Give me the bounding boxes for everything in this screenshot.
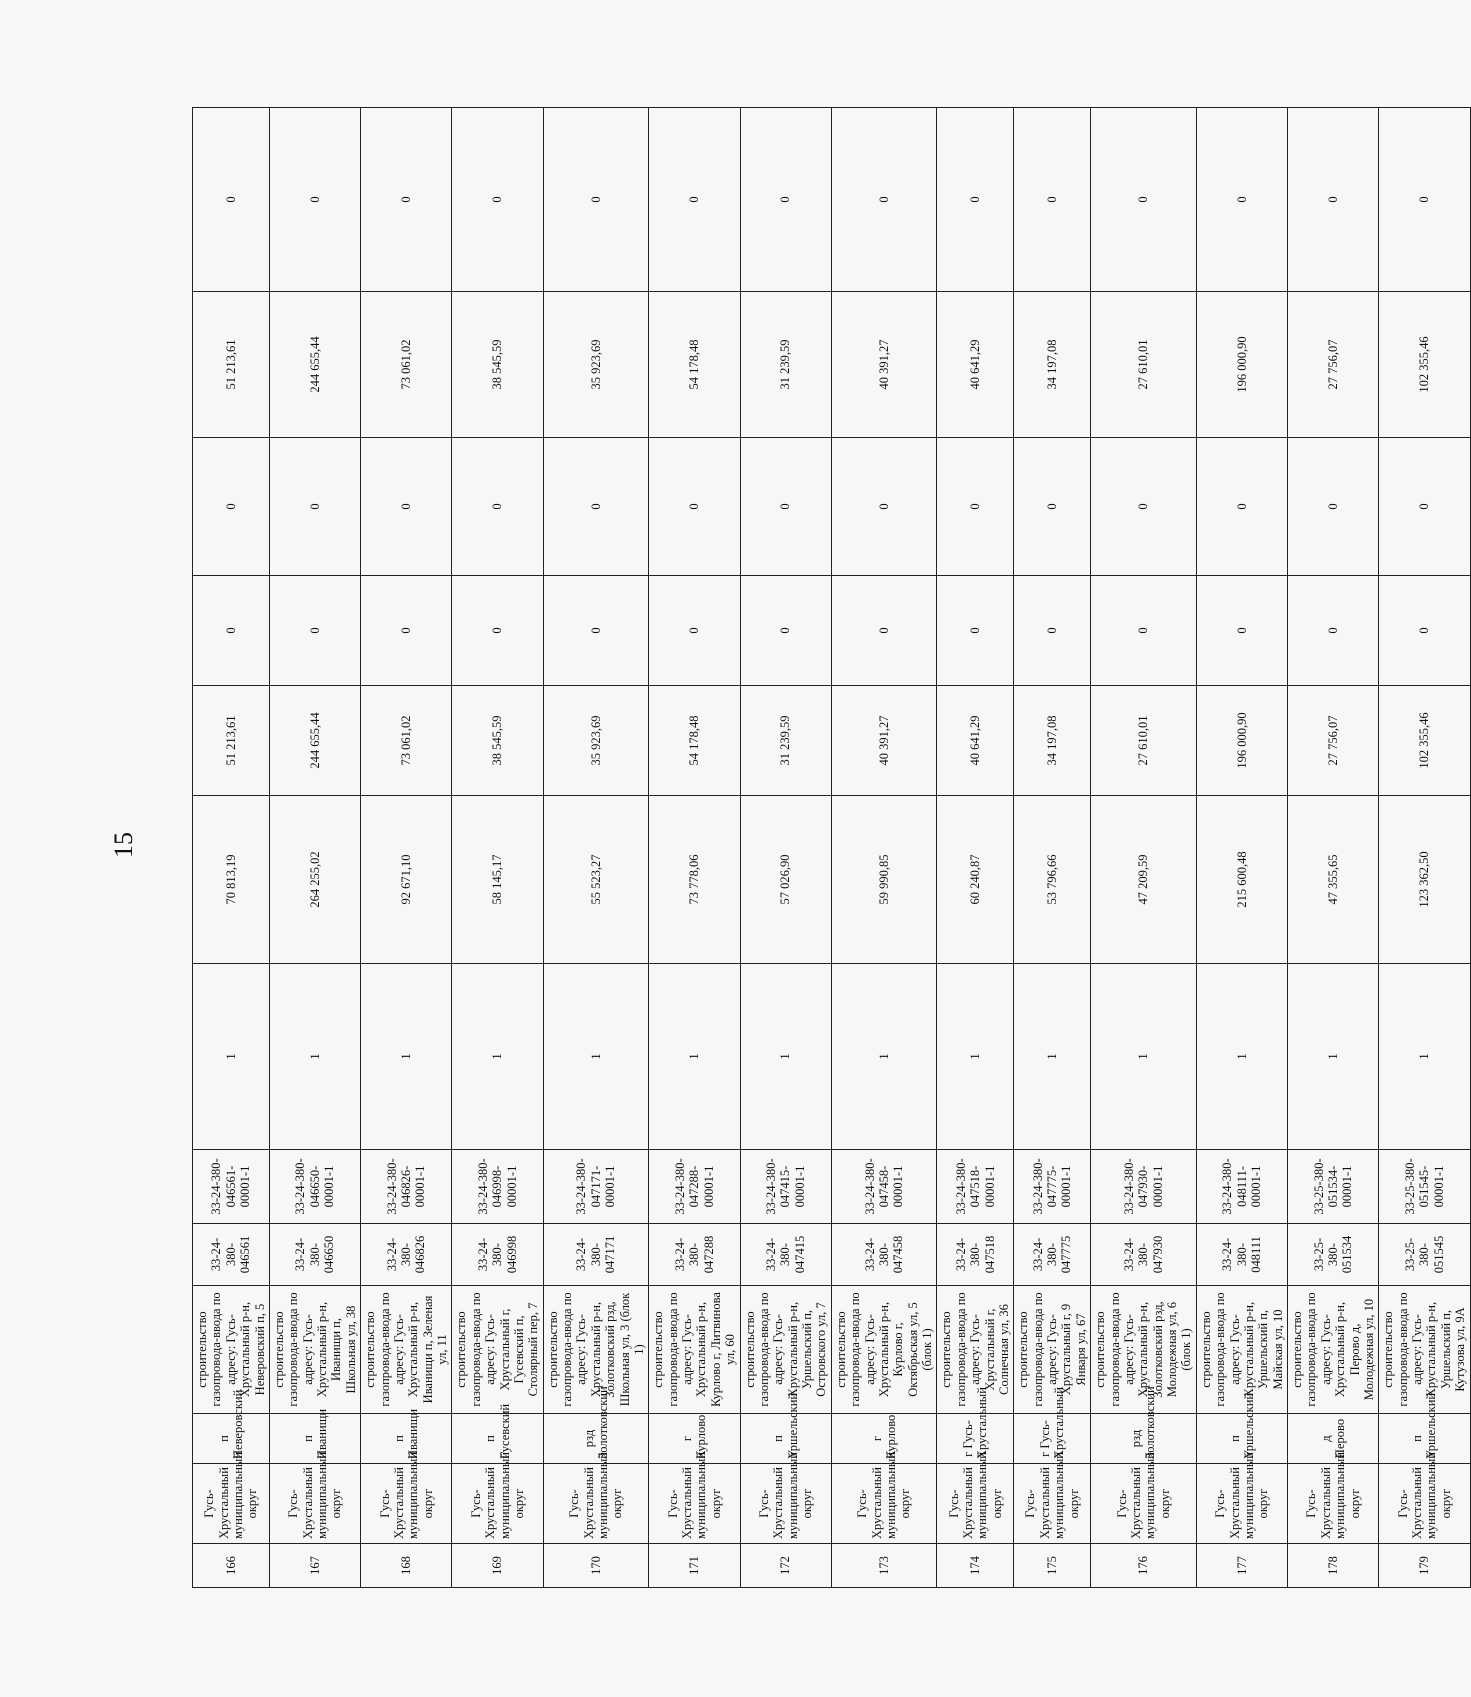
row-number: 167 — [269, 1544, 360, 1588]
cadastral-code: 33-24-380-046998 — [452, 1224, 543, 1286]
row-number: 176 — [1091, 1544, 1197, 1588]
total-value: 92 671,10 — [361, 796, 452, 964]
district-cell: Гусь-Хрустальный муниципальный округ — [831, 1464, 937, 1544]
value-cell: 35 923,69 — [543, 292, 649, 438]
zero-cell: 0 — [452, 108, 543, 292]
cadastral-code-full: 33-25-380-051534-00001-1 — [1288, 1150, 1379, 1224]
quantity-cell: 1 — [937, 964, 1014, 1150]
cadastral-code-full: 33-24-380-047518-00001-1 — [937, 1150, 1014, 1224]
table-row — [1091, 108, 1197, 1588]
table-row — [1014, 108, 1091, 1588]
value-cell: 27 610,01 — [1091, 686, 1197, 796]
zero-cell: 0 — [193, 438, 270, 576]
district-cell: Гусь-Хрустальный муниципальный округ — [649, 1464, 740, 1544]
district-cell: Гусь-Хрустальный муниципальный округ — [1288, 1464, 1379, 1544]
settlement-cell: п Уршельский — [1196, 1414, 1287, 1464]
cadastral-code-full: 33-24-380-046561-00001-1 — [193, 1150, 270, 1224]
zero-cell: 0 — [193, 576, 270, 686]
quantity-cell: 1 — [1288, 964, 1379, 1150]
row-number: 179 — [1379, 1544, 1470, 1588]
total-value: 55 523,27 — [543, 796, 649, 964]
quantity-cell: 1 — [543, 964, 649, 1150]
table-row — [361, 108, 452, 1588]
total-value: 47 355,65 — [1288, 796, 1379, 964]
row-number: 172 — [740, 1544, 831, 1588]
quantity-cell: 1 — [649, 964, 740, 1150]
cadastral-code-full: 33-25-380-051545-00001-1 — [1379, 1150, 1470, 1224]
zero-cell: 0 — [1014, 108, 1091, 292]
settlement-cell: г Гусь-Хрустальный — [1014, 1414, 1091, 1464]
cadastral-code: 33-24-380-048111 — [1196, 1224, 1287, 1286]
object-description: строительство газопровода-ввода по адресу: Гусь-Хрустальный г, Солнечная ул, 36 — [937, 1286, 1014, 1414]
cadastral-code-full: 33-24-380-047288-00001-1 — [649, 1150, 740, 1224]
total-value: 73 778,06 — [649, 796, 740, 964]
total-value: 70 813,19 — [193, 796, 270, 964]
object-description: строительство газопровода-ввода по адресу: Гусь-Хрустальный р-н, Перово д, Молодежная ул, 10 — [1288, 1286, 1379, 1414]
value-cell: 102 355,46 — [1379, 292, 1470, 438]
object-description: строительство газопровода-ввода по адресу: Гусь-Хрустальный р-н, Неверовский п, 5 — [193, 1286, 270, 1414]
table-row — [649, 108, 740, 1588]
value-cell: 27 756,07 — [1288, 686, 1379, 796]
zero-cell: 0 — [1091, 438, 1197, 576]
settlement-cell: п Гусевский — [452, 1414, 543, 1464]
value-cell: 196 000,90 — [1196, 686, 1287, 796]
cadastral-code: 33-24-380-047775 — [1014, 1224, 1091, 1286]
settlement-cell: рзд Золотковский — [543, 1414, 649, 1464]
cadastral-code-full: 33-24-380-048111-00001-1 — [1196, 1150, 1287, 1224]
value-cell: 73 061,02 — [361, 292, 452, 438]
zero-cell: 0 — [361, 438, 452, 576]
value-cell: 102 355,46 — [1379, 686, 1470, 796]
cadastral-code-full: 33-24-380-047775-00001-1 — [1014, 1150, 1091, 1224]
district-cell: Гусь-Хрустальный муниципальный округ — [740, 1464, 831, 1544]
district-cell: Гусь-Хрустальный муниципальный округ — [452, 1464, 543, 1544]
quantity-cell: 1 — [1379, 964, 1470, 1150]
settlement-cell: п Иванищи — [361, 1414, 452, 1464]
object-description: строительство газопровода-ввода по адресу: Гусь-Хрустальный р-н, Уршельский п, Островского ул, 7 — [740, 1286, 831, 1414]
zero-cell: 0 — [937, 108, 1014, 292]
zero-cell: 0 — [1091, 576, 1197, 686]
zero-cell: 0 — [1379, 576, 1470, 686]
quantity-cell: 1 — [740, 964, 831, 1150]
settlement-cell: п Уршельский — [740, 1414, 831, 1464]
total-value: 215 600,48 — [1196, 796, 1287, 964]
zero-cell: 0 — [740, 576, 831, 686]
zero-cell: 0 — [1014, 438, 1091, 576]
zero-cell: 0 — [649, 438, 740, 576]
value-cell: 34 197,08 — [1014, 292, 1091, 438]
zero-cell: 0 — [831, 108, 937, 292]
value-cell: 54 178,48 — [649, 686, 740, 796]
value-cell: 40 391,27 — [831, 292, 937, 438]
zero-cell: 0 — [831, 438, 937, 576]
quantity-cell: 1 — [1014, 964, 1091, 1150]
row-number: 169 — [452, 1544, 543, 1588]
zero-cell: 0 — [193, 108, 270, 292]
table-row — [1288, 108, 1379, 1588]
table-row — [1196, 108, 1287, 1588]
row-number: 174 — [937, 1544, 1014, 1588]
settlement-cell: г Курлово — [649, 1414, 740, 1464]
cadastral-code-full: 33-24-380-046998-00001-1 — [452, 1150, 543, 1224]
row-number: 175 — [1014, 1544, 1091, 1588]
zero-cell: 0 — [452, 438, 543, 576]
cadastral-code: 33-25-380-051534 — [1288, 1224, 1379, 1286]
district-cell: Гусь-Хрустальный муниципальный округ — [1014, 1464, 1091, 1544]
table-row — [193, 108, 270, 1588]
cadastral-code-full: 33-24-380-047458-00001-1 — [831, 1150, 937, 1224]
value-cell: 27 756,07 — [1288, 292, 1379, 438]
object-description: строительство газопровода-ввода по адресу: Гусь-Хрустальный г, 9 Января ул, 67 — [1014, 1286, 1091, 1414]
district-cell: Гусь-Хрустальный муниципальный округ — [937, 1464, 1014, 1544]
zero-cell: 0 — [269, 438, 360, 576]
district-cell: Гусь-Хрустальный муниципальный округ — [1091, 1464, 1197, 1544]
total-value: 58 145,17 — [452, 796, 543, 964]
value-cell: 40 641,29 — [937, 292, 1014, 438]
value-cell: 244 655,44 — [269, 292, 360, 438]
cadastral-code: 33-24-380-047930 — [1091, 1224, 1197, 1286]
zero-cell: 0 — [361, 108, 452, 292]
table-row — [740, 108, 831, 1588]
value-cell: 51 213,61 — [193, 686, 270, 796]
object-description: строительство газопровода-ввода по адресу: Гусь-Хрустальный г, Гусевский п, Столярный пер, 7 — [452, 1286, 543, 1414]
total-value: 53 796,66 — [1014, 796, 1091, 964]
district-cell: Гусь-Хрустальный муниципальный округ — [1196, 1464, 1287, 1544]
quantity-cell: 1 — [193, 964, 270, 1150]
zero-cell: 0 — [831, 576, 937, 686]
object-description: строительство газопровода-ввода по адресу: Гусь-Хрустальный р-н, Курлово г, Октябрьская ул, 5 (блок 1) — [831, 1286, 937, 1414]
zero-cell: 0 — [1288, 438, 1379, 576]
zero-cell: 0 — [543, 108, 649, 292]
cadastral-code-full: 33-24-380-047930-00001-1 — [1091, 1150, 1197, 1224]
cadastral-code-full: 33-24-380-046650-00001-1 — [269, 1150, 360, 1224]
total-value: 264 255,02 — [269, 796, 360, 964]
object-description: строительство газопровода-ввода по адресу: Гусь-Хрустальный р-н, Уршельский п, Кутузова ул, 9А — [1379, 1286, 1470, 1414]
zero-cell: 0 — [649, 576, 740, 686]
table-row — [937, 108, 1014, 1588]
table-row — [269, 108, 360, 1588]
zero-cell: 0 — [1196, 108, 1287, 292]
row-number: 171 — [649, 1544, 740, 1588]
zero-cell: 0 — [1379, 438, 1470, 576]
value-cell: 38 545,59 — [452, 686, 543, 796]
quantity-cell: 1 — [831, 964, 937, 1150]
settlement-cell: п Уршельский — [1379, 1414, 1470, 1464]
zero-cell: 0 — [1196, 576, 1287, 686]
zero-cell: 0 — [1288, 108, 1379, 292]
value-cell: 34 197,08 — [1014, 686, 1091, 796]
zero-cell: 0 — [1091, 108, 1197, 292]
row-number: 173 — [831, 1544, 937, 1588]
row-number: 170 — [543, 1544, 649, 1588]
zero-cell: 0 — [543, 438, 649, 576]
row-number: 168 — [361, 1544, 452, 1588]
district-cell: Гусь-Хрустальный муниципальный округ — [1379, 1464, 1470, 1544]
cadastral-code: 33-24-380-047415 — [740, 1224, 831, 1286]
value-cell: 196 000,90 — [1196, 292, 1287, 438]
table-row — [1379, 108, 1470, 1588]
cadastral-code: 33-24-380-047171 — [543, 1224, 649, 1286]
value-cell: 40 391,27 — [831, 686, 937, 796]
value-cell: 38 545,59 — [452, 292, 543, 438]
cadastral-code: 33-24-380-047288 — [649, 1224, 740, 1286]
zero-cell: 0 — [452, 576, 543, 686]
zero-cell: 0 — [937, 576, 1014, 686]
cadastral-code: 33-24-380-046561 — [193, 1224, 270, 1286]
table-row — [452, 108, 543, 1588]
quantity-cell: 1 — [269, 964, 360, 1150]
quantity-cell: 1 — [361, 964, 452, 1150]
zero-cell: 0 — [543, 576, 649, 686]
total-value: 59 990,85 — [831, 796, 937, 964]
zero-cell: 0 — [1379, 108, 1470, 292]
district-cell: Гусь-Хрустальный муниципальный округ — [361, 1464, 452, 1544]
quantity-cell: 1 — [1196, 964, 1287, 1150]
settlement-cell: п Неверовский — [193, 1414, 270, 1464]
cadastral-code: 33-24-380-047518 — [937, 1224, 1014, 1286]
zero-cell: 0 — [269, 108, 360, 292]
row-number: 178 — [1288, 1544, 1379, 1588]
row-number: 177 — [1196, 1544, 1287, 1588]
value-cell: 51 213,61 — [193, 292, 270, 438]
value-cell: 73 061,02 — [361, 686, 452, 796]
object-description: строительство газопровода-ввода по адресу: Гусь-Хрустальный р-н, Иванищи п, Школьная ул, 38 — [269, 1286, 360, 1414]
zero-cell: 0 — [269, 576, 360, 686]
settlement-cell: д Перово — [1288, 1414, 1379, 1464]
row-number: 166 — [193, 1544, 270, 1588]
settlement-cell: п Иванищи — [269, 1414, 360, 1464]
cadastral-code: 33-24-380-046650 — [269, 1224, 360, 1286]
object-description: строительство газопровода-ввода по адресу: Гусь-Хрустальный р-н, Курлово г, Литвинова ул, 60 — [649, 1286, 740, 1414]
settlement-cell: рзд Золотковский — [1091, 1414, 1197, 1464]
cadastral-code: 33-24-380-046826 — [361, 1224, 452, 1286]
zero-cell: 0 — [1014, 576, 1091, 686]
zero-cell: 0 — [1288, 576, 1379, 686]
value-cell: 35 923,69 — [543, 686, 649, 796]
zero-cell: 0 — [740, 438, 831, 576]
cadastral-code: 33-24-380-047458 — [831, 1224, 937, 1286]
rotated-table-sheet — [192, 108, 1468, 1588]
zero-cell: 0 — [1196, 438, 1287, 576]
page-number: 15 — [109, 832, 138, 858]
value-cell: 54 178,48 — [649, 292, 740, 438]
district-cell: Гусь-Хрустальный муниципальный округ — [543, 1464, 649, 1544]
cadastral-code: 33-25-380-051545 — [1379, 1224, 1470, 1286]
object-description: строительство газопровода-ввода по адресу: Гусь-Хрустальный р-н, Иванищи п, Зеленая ул, 11 — [361, 1286, 452, 1414]
cadastral-code-full: 33-24-380-047171-00001-1 — [543, 1150, 649, 1224]
value-cell: 31 239,59 — [740, 686, 831, 796]
zero-cell: 0 — [740, 108, 831, 292]
value-cell: 27 610,01 — [1091, 292, 1197, 438]
total-value: 57 026,90 — [740, 796, 831, 964]
object-description: строительство газопровода-ввода по адресу: Гусь-Хрустальный р-н, Уршельский п, Майская ул, 10 — [1196, 1286, 1287, 1414]
table-row — [543, 108, 649, 1588]
object-description: строительство газопровода-ввода по адресу: Гусь-Хрустальный р-н, Золотковский рзд, Молодежная ул, 6 (блок 1) — [1091, 1286, 1197, 1414]
zero-cell: 0 — [937, 438, 1014, 576]
quantity-cell: 1 — [452, 964, 543, 1150]
table-row — [831, 108, 937, 1588]
total-value: 47 209,59 — [1091, 796, 1197, 964]
register-table — [192, 107, 1471, 1588]
total-value: 60 240,87 — [937, 796, 1014, 964]
zero-cell: 0 — [361, 576, 452, 686]
cadastral-code-full: 33-24-380-046826-00001-1 — [361, 1150, 452, 1224]
object-description: строительство газопровода-ввода по адресу: Гусь-Хрустальный р-н, Золотковский рзд, Школьная ул, 3 (блок 1) — [543, 1286, 649, 1414]
cadastral-code-full: 33-24-380-047415-00001-1 — [740, 1150, 831, 1224]
value-cell: 31 239,59 — [740, 292, 831, 438]
settlement-cell: г Гусь-Хрустальный — [937, 1414, 1014, 1464]
district-cell: Гусь-Хрустальный муниципальный округ — [269, 1464, 360, 1544]
total-value: 123 362,50 — [1379, 796, 1470, 964]
value-cell: 244 655,44 — [269, 686, 360, 796]
settlement-cell: г Курлово — [831, 1414, 937, 1464]
district-cell: Гусь-Хрустальный муниципальный округ — [193, 1464, 270, 1544]
value-cell: 40 641,29 — [937, 686, 1014, 796]
table-body — [193, 108, 1471, 1588]
quantity-cell: 1 — [1091, 964, 1197, 1150]
zero-cell: 0 — [649, 108, 740, 292]
